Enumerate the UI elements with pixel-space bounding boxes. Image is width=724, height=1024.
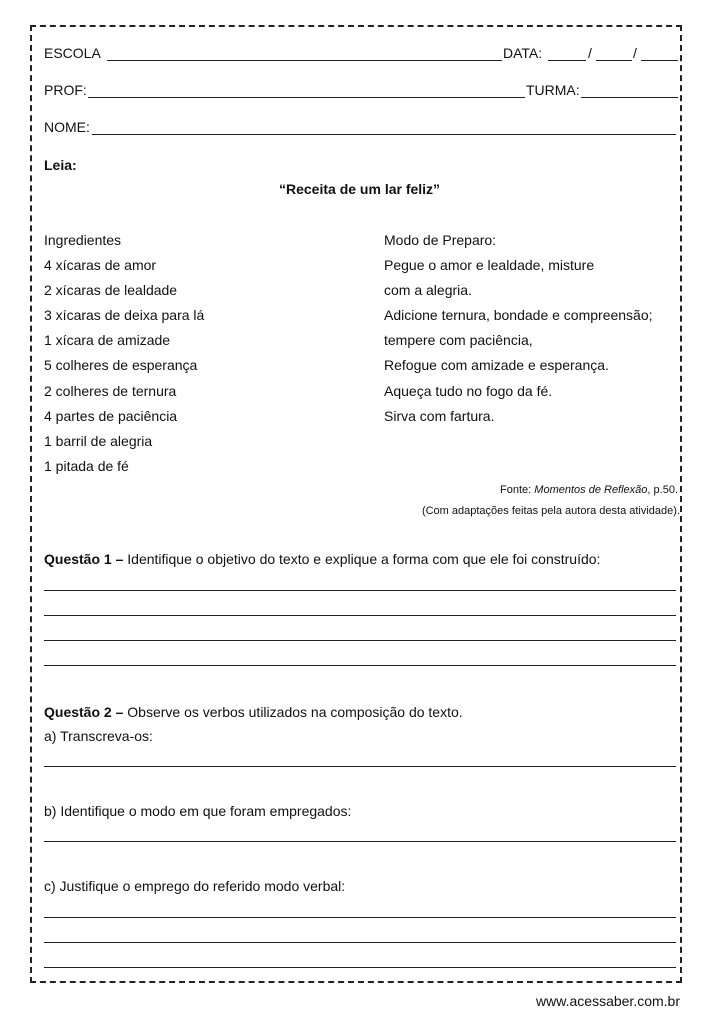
date-slash-2: / bbox=[633, 45, 637, 61]
question-2c: c) Justifique o emprego do referido modo verbal: bbox=[44, 878, 346, 894]
source-title: Momentos de Reflexão bbox=[534, 484, 648, 496]
ingredient-item: 4 xícaras de amor bbox=[44, 257, 157, 273]
question-2b: b) Identifique o modo em que foram empregados: bbox=[44, 803, 352, 819]
question-1-text: Identifique o objetivo do texto e explique a forma com que ele foi construído: bbox=[123, 551, 601, 567]
method-line: Adicione ternura, bondade e compreensão; bbox=[384, 307, 653, 323]
date-slash-1: / bbox=[588, 45, 592, 61]
date-day-line[interactable] bbox=[548, 60, 586, 61]
escola-field-line[interactable] bbox=[107, 60, 502, 61]
nome-label: NOME: bbox=[44, 119, 90, 135]
answer-line[interactable] bbox=[44, 841, 676, 842]
ingredient-item: 2 xícaras de lealdade bbox=[44, 282, 178, 298]
answer-line[interactable] bbox=[44, 665, 676, 666]
question-1 bbox=[44, 551, 600, 567]
nome-field-line[interactable] bbox=[92, 134, 676, 135]
ingredient-item: 1 pitada de fé bbox=[44, 458, 129, 474]
escola-label: ESCOLA bbox=[44, 45, 101, 61]
source-prefix: Fonte: bbox=[500, 484, 535, 496]
question-2-text: Observe os verbos utilizados na composição do texto. bbox=[123, 704, 463, 720]
question-2-label: Questão 2 – bbox=[44, 704, 124, 720]
date-month-line[interactable] bbox=[596, 60, 632, 61]
ingredient-item: 1 barril de alegria bbox=[44, 433, 153, 449]
question-2 bbox=[44, 704, 463, 720]
answer-line[interactable] bbox=[44, 615, 676, 616]
method-line: com a alegria. bbox=[384, 282, 472, 298]
ingredient-item: 5 colheres de esperança bbox=[44, 357, 198, 373]
answer-line[interactable] bbox=[44, 917, 676, 918]
source-citation bbox=[500, 484, 678, 496]
ingredient-item: 3 xícaras de deixa para lá bbox=[44, 307, 205, 323]
site-footer: www.acessaber.com.br bbox=[536, 993, 680, 1009]
recipe-title: “Receita de um lar feliz” bbox=[279, 181, 441, 197]
prof-field-line[interactable] bbox=[88, 97, 525, 98]
reading-prompt: Leia: bbox=[44, 157, 77, 173]
ingredients-heading: Ingredientes bbox=[44, 232, 122, 248]
answer-line[interactable] bbox=[44, 590, 676, 591]
method-line: Pegue o amor e lealdade, misture bbox=[384, 257, 595, 273]
answer-line[interactable] bbox=[44, 942, 676, 943]
data-label: DATA: bbox=[503, 45, 543, 61]
ingredient-item: 2 colheres de ternura bbox=[44, 383, 177, 399]
method-heading: Modo de Preparo: bbox=[384, 232, 497, 248]
date-year-line[interactable] bbox=[641, 60, 678, 61]
worksheet-border bbox=[30, 25, 682, 983]
source-note: (Com adaptações feitas pela autora desta atividade). bbox=[421, 505, 680, 517]
method-line: tempere com paciência, bbox=[384, 332, 533, 348]
question-2a: a) Transcreva-os: bbox=[44, 728, 153, 744]
turma-field-line[interactable] bbox=[581, 97, 678, 98]
ingredient-item: 1 xícara de amizade bbox=[44, 332, 171, 348]
question-1-label: Questão 1 – bbox=[44, 551, 124, 567]
source-suffix: , p.50. bbox=[647, 484, 678, 496]
answer-line[interactable] bbox=[44, 766, 676, 767]
ingredient-item: 4 partes de paciência bbox=[44, 408, 178, 424]
turma-label: TURMA: bbox=[526, 82, 580, 98]
method-line: Aqueça tudo no fogo da fé. bbox=[384, 383, 553, 399]
prof-label: PROF: bbox=[44, 82, 87, 98]
method-line: Refogue com amizade e esperança. bbox=[384, 357, 609, 373]
answer-line[interactable] bbox=[44, 967, 676, 968]
answer-line[interactable] bbox=[44, 640, 676, 641]
method-line: Sirva com fartura. bbox=[384, 408, 495, 424]
